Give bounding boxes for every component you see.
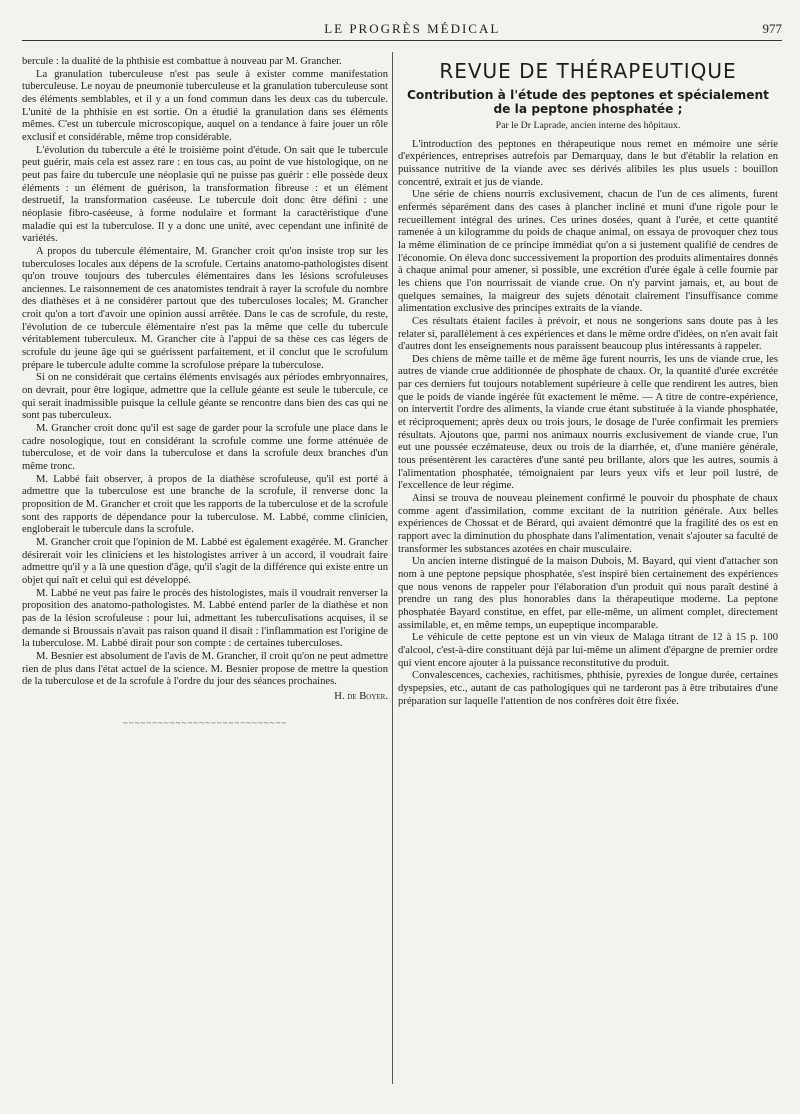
left-column [22,56,388,1074]
paragraph: Des chiens de même taille et de même âge furent nourris, les uns de viande crue, les autres de viande crue additionnée de phosphate de chaux. Or, la quantité d'urée excrétée par ces derniers fut toujours notablement supérieure à celle que rendirent les autres, bien que le poids de viande ingérée fût exactement le même. — A titre de contre-expérience, on intervertit l'ordre des aliments, la viande crue étant substituée à la viande phosphatée, et réciproquement; après deux ou trois jours, le dosage de l'urée confirmait les premiers résultats. Ajoutons que, parmi nos animaux nourris exclusivement de viande crue, l'un eut une poussée eczémateuse, deux ou trois de la diarrhée, et, d'une manière générale, tous présentèrent les caractères d'une santé peu brillante, alors que les autres, soumis à l'alimentation phosphatée, témoignaient par leurs yeux vifs et leur poil lustré, de l'excellence de leur régime. [398,353,778,492]
paragraph: Un ancien interne distingué de la maison Dubois, M. Bayard, qui vient d'attacher son nom à une peptone pepsique phosphatée, s'est inspiré bien certainement des expériences que nous venons de rappeler pour l'élaboration d'un produit qui nous paraît destiné à prendre un rang des plus honorables dans la thérapeutique moderne. La peptone phosphatée Bayard constitue, en effet, par elle-même, un aliment complet, directement assimilable, et, en même temps, un eupeptique incomparable. [398,556,778,631]
column-divider [392,52,393,1084]
paragraph: Ainsi se trouva de nouveau pleinement confirmé le pouvoir du phosphate de chaux comme agent d'assimilation, comme excitant de la nutrition générale. Aux belles expériences de Chossat et de Bérard, qui avaient démontré que la fragilité des os est en rapport avec la diminution du phosphate dans l'alimentation, venait s'ajouter sa faculté de transformer les substances azotées en chair musculaire. [398,493,778,555]
section-title: REVUE DE THÉRAPEUTIQUE [439,59,737,83]
page-header [22,18,782,41]
article-title: Contribution à l'étude des peptones et spécialement de la peptone phosphatée ; [406,88,770,116]
paragraph: Le véhicule de cette peptone est un vin vieux de Malaga titrant de 12 à 15 p. 100 d'alcool, c'est-à-dire constituant déjà par lui-même un aliment d'épargne de premier ordre qui vient encore ajouter à la puissance reconstitutive du produit. [398,632,778,669]
paragraph: M. Labbé fait observer, à propos de la diathèse scrofuleuse, qu'il est porté à admettre que la tuberculose est une branche de la scrofule, il renverse donc la proposition de M. Grancher et croit que les rapports de la tuberculose et de la scrofule sont des rapports de dépendance pour la tuberculose. M. Labbé, comme clinicien, engloberait le tubercule dans la scrofule. [22,473,388,536]
paragraph: Ces résultats étaient faciles à prévoir, et nous ne songerions sans doute pas à les relater si, parallèlement à ces expériences et dans le même ordre d'idées, on n'en avait fait d'autres dont les enseignements nous paraissent beaucoup plus intéressants à rappeler. [398,315,778,353]
paragraph: L'évolution du tubercule a été le troisième point d'étude. On sait que le tubercule peut guérir, mais cela est assez rare : en tous cas, au point de vue histologique, on ne peut pas faire du tubercule une néoplasie qui ne puisse pas guérir : elle possède deux éléments : un élément de guérison, la transformation fibreuse : et un élément destruetif, la transformation caséeuse. Le tubercule doit donc être défini : une néoplasie fibro-caséeuse, à forme nodulaire et formant la caractéristique d'une maladie qui est la tuberculose. Il y a donc une unité, avec cependant une infinité de variétés. [22,144,388,245]
end-ornament: ~~~~~~~~~~~~~~~~~~~~~~~~~~~~ [122,718,288,729]
paragraph: M. Labbé ne veut pas faire le procès des histologistes, mais il voudrait renverser la proposition des anatomo-pathologistes. M. Labbé entend parler de la diathèse et non pas de la lésion scrofuleuse : pour lui, admettant les tuberculisations acquises, il se demande si Broussais n'avait pas raison quand il disait : l'inflammation est l'origine de la tuberculose. M. Labbé dirait pour son compte : de certaines tuberculoses. [22,587,388,650]
paragraph: Une série de chiens nourris exclusivement, chacun de l'un de ces aliments, furent enfermés séparément dans des cases à plancher incliné et muni d'une rigole pour le recueillement intégral des urines. Ces urines dosées, quant à l'urée, et cette quantité ramenée à un kilogramme du poids de chaque animal, on essaya de provoquer chez tous la même élimination de ce principe immédiat qu'on a si justement qualifié de cendres de l'économie. On éleva donc successivement la proportion des produits alimentaires donnés à chaque animal pour amener, si possible, une excrétion d'urée égale à celle fournie par les chiens que l'on nourrissait de viande crue. On n'y parvint jamais, et, au bout de quelques semaines, la maigreur des sujets dénotait clairement l'insuffisance comme alimentation exclusive des principes extraits de la viande. [398,189,778,315]
paragraph: Si on ne considérait que certains éléments envisagés aux périodes embryonnaires, on devrait, pour être logique, admettre que la cellule géante est seule le tubercule, ce qui serait inadmissible puisque la cellule géante se rencontre dans bien des cas qui ne sont pas tuberculeux. [22,372,388,422]
article-byline: Par le Dr Laprade, ancien interne des hôpitaux. [495,120,681,131]
page-number: 977 [762,21,782,36]
paragraph: A propos du tubercule élémentaire, M. Grancher croit qu'on insiste trop sur les tuberculoses locales aux dépens de la scrofule. Certains anatomo-pathologistes disent qu'on trouve toujours des tubercules élémentaires dans les lésions scrofuleuses anciennes. Le raisonnement de ces anatomistes tendrait à rayer la scrofule du nombre des diathèses et à ne considérer partout que des tuberculoses locales; M. Grancher croit qu'on a tort d'avoir une opinion aussi arrêtée. Dans le cas de scrofule, du reste, l'évolution de ce tubercule élémentaire n'est pas la même que celle du tubercule véritablement tuberculeux. M. Grancher cite à l'appui de sa thèse ces cas légers de scrofule du jeune âge qui se guérissent parfaitement, et il conclut que le scrofulum prépare le tubercule adulte comme la scrofulose prépare la tuberculose. [22,245,388,371]
author-signature: H. de Boyer. [334,690,388,702]
paragraph: M. Besnier est absolument de l'avis de M. Grancher, il croit qu'on ne peut admettre rien de plus dans l'état actuel de la science. M. Besnier propose de mettre la question de la tuberculose et de la scrofule à l'ordre du jour des séances prochaines. [22,650,388,688]
right-column [398,56,778,1074]
paragraph: bercule : la dualité de la phthisie est combattue à nouveau par M. Grancher. [22,56,342,67]
paragraph: L'introduction des peptones en thérapeutique nous remet en mémoire une série d'expériences, entreprises autrefois par Demarquay, dans le but d'établir la relation en puissance nutritive de la viande avec ses dérivés alibiles les plus usuels : bouillon concentré, extrait et jus de viande. [398,138,778,188]
journal-title: LE PROGRÈS MÉDICAL [324,21,501,36]
paragraph: M. Grancher croit donc qu'il est sage de garder pour la scrofule une place dans le cadre nosologique, tout en considérant la scrofule comme une forme atténuée de tuberculose, et de voir dans la tuberculose et dans la scrofule deux branches d'un même tronc. [22,423,388,472]
paragraph: M. Grancher croit que l'opinion de M. Labbé est également exagérée. M. Grancher désirerait voir les cliniciens et les histologistes arriver à un accord, il voudrait faire admettre qu'il y a là une question d'âge, qu'il s'agit de la différence qui existe entre un objet qui naît et celui qui est développé. [22,536,388,586]
paragraph: Convalescences, cachexies, rachitismes, phthisie, pyrexies de longue durée, certaines dyspepsies, etc., autant de cas pathologiques qui ne tarderont pas à être tributaires d'une préparation sur laquelle l'attention de nos confrères doit être fixée. [398,670,778,707]
paragraph: La granulation tuberculeuse n'est pas seule à exister comme manifestation tuberculeuse. Le noyau de pneumonie tuberculeuse et la granulation tuberculeuse sont des éléments semblables, et il y a un fond commun dans les deux cas du tubercule. L'unité de la phthisie en est sortie. On a étudié la granulation dans ses éléments mêmes. C'est un tubercule microscopique, auquel on a tendance à faire jouer un rôle exclusif et considérable, même trop considérable. [22,68,388,143]
